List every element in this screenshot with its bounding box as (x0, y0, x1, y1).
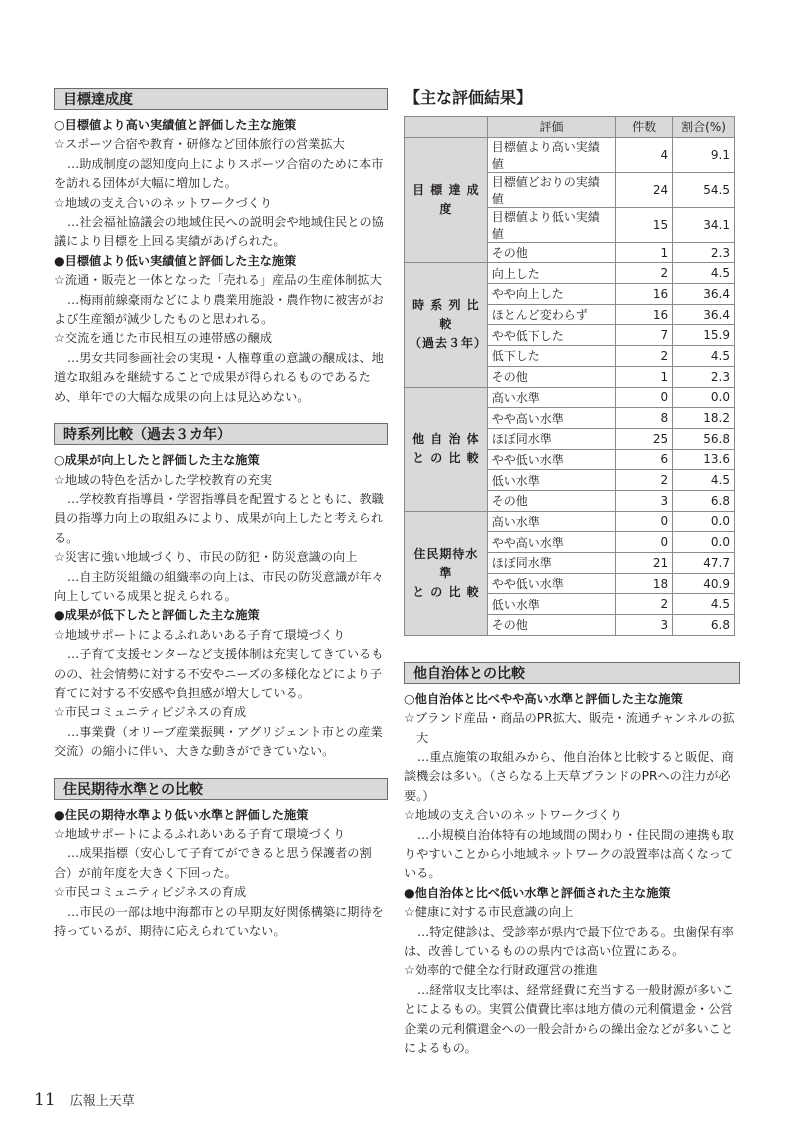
explanation-text: …梅雨前線豪雨などにより農業用施設・農作物に被害がおよび生産額が減少したものと思われる。 (54, 292, 384, 327)
group-label: 目 標 達 成 度 (405, 137, 488, 263)
column-header: 件数 (616, 117, 673, 138)
explanation-text: …学校教育指導員・学習指導員を配置するとともに、教職員の指導力向上の取組みにより、成果が向上したと考えられる。 (54, 491, 384, 545)
count-value: 4 (616, 137, 673, 172)
percent-value: 4.5 (673, 346, 735, 367)
right-column (404, 88, 740, 1058)
section-time-series-body (54, 451, 388, 762)
count-value: 25 (616, 428, 673, 449)
count-value: 0 (616, 511, 673, 532)
measure-item: ☆地域の支え合いのネットワークづくり (404, 808, 623, 823)
rating-label: 低い水準 (487, 470, 615, 491)
percent-value: 4.5 (673, 263, 735, 284)
count-value: 3 (616, 490, 673, 511)
rating-label: 目標値より高い実績値 (487, 137, 615, 172)
explanation-text: …自主防災組織の組織率の向上は、市民の防災意識が年々向上している成果と捉えられる。 (54, 569, 384, 603)
table-row (405, 263, 735, 284)
section-target-achievement (54, 88, 388, 407)
measure-item: ☆効率的で健全な行財政運営の推進 (404, 963, 598, 978)
group-label: 他 自 治 体 と の 比 較 (405, 387, 488, 511)
rating-label: 高い水準 (487, 511, 615, 532)
count-value: 6 (616, 449, 673, 470)
column-header: 割合(%) (673, 117, 735, 138)
rating-label: その他 (487, 490, 615, 511)
measure-item: ☆市民コミュニティビジネスの育成 (54, 885, 247, 900)
measure-item: ☆市民コミュニティビジネスの育成 (54, 705, 247, 720)
rating-label: やや低下した (487, 325, 615, 346)
category-heading: ○成果が向上したと評価した主な施策 (54, 453, 260, 468)
percent-value: 9.1 (673, 137, 735, 172)
category-heading: ○目標値より高い実績値と評価した主な施策 (54, 118, 297, 132)
measure-item: ☆地域サポートによるふれあいある子育て環境づくり (54, 627, 346, 642)
rating-label: 目標値より低い実績値 (487, 207, 615, 242)
count-value: 16 (616, 284, 673, 305)
section-resident-expectation-heading: 住民期待水準との比較 (54, 778, 388, 800)
percent-value: 36.4 (673, 284, 735, 305)
measure-item: ☆交流を通じた市民相互の連帯感の醸成 (54, 331, 273, 346)
rating-label: 低い水準 (487, 594, 615, 615)
explanation-text: …社会福祉協議会の地域住民への説明会や地域住民との協議により目標を上回る実績があげられた。 (54, 215, 384, 249)
rating-label: やや低い水準 (487, 573, 615, 594)
measure-item: ☆健康に対する市民意識の向上 (404, 905, 574, 920)
percent-value: 0.0 (673, 511, 735, 532)
explanation-text: …経常収支比率は、経常経費に充当する一般財源が多いことによるもの。実質公債費比率は地方債の元利償還金・公営企業の元利償還金への一般会計からの繰出金などが多いことによるもの。 (404, 982, 734, 1056)
explanation-text: …小規模自治体特有の地域間の関わり・住民間の連携も取りやすいことから小地域ネットワークの設置率は高くなっている。 (404, 827, 734, 881)
percent-value: 40.9 (673, 573, 735, 594)
column-header: 評価 (487, 117, 615, 138)
count-value: 3 (616, 615, 673, 636)
column-header (405, 117, 488, 138)
percent-value: 0.0 (673, 532, 735, 553)
count-value: 8 (616, 408, 673, 429)
explanation-text: …成果指標（安心して子育てができると思う保護者の割合）が前年度を大きく下回った。 (54, 846, 372, 880)
count-value: 1 (616, 366, 673, 387)
rating-label: 高い水準 (487, 387, 615, 408)
left-column (54, 88, 388, 941)
rating-label: ほぼ同水準 (487, 428, 615, 449)
count-value: 2 (616, 594, 673, 615)
section-resident-expectation-body (54, 806, 388, 942)
rating-label: やや向上した (487, 284, 615, 305)
percent-value: 6.8 (673, 490, 735, 511)
explanation-text: …事業費（オリーブ産業振興・アグリジェント市との産業交流）の縮小に伴い、大きな動きができていない。 (54, 724, 383, 759)
measure-item: ☆ブランド産品・商品のPR拡大、販売・流通チャンネルの拡大 (404, 711, 735, 745)
explanation-text: …子育て支援センターなど支援体制は充実してきているものの、社会情勢に対する不安やニーズの多様化などにより子育てに対する不安感や負担感が増大している。 (54, 647, 384, 700)
table-header-row (405, 117, 735, 138)
percent-value: 18.2 (673, 408, 735, 429)
section-time-series (54, 423, 388, 762)
measure-item: ☆スポーツ合宿や教育・研修など団体旅行の営業拡大 (54, 137, 345, 152)
section-resident-expectation (54, 778, 388, 942)
explanation-text: …市民の一部は地中海都市との早期友好関係構築に期待を持っているが、期待に応えられていない。 (54, 904, 384, 939)
category-heading: ○他自治体と比べやや高い水準と評価した主な施策 (404, 691, 683, 706)
section-target-achievement-heading: 目標達成度 (54, 88, 388, 110)
percent-value: 4.5 (673, 470, 735, 491)
count-value: 7 (616, 325, 673, 346)
results-table (404, 116, 735, 636)
results-title: 【主な評価結果】 (404, 88, 533, 107)
percent-value: 2.3 (673, 242, 735, 263)
count-value: 24 (616, 172, 673, 207)
measure-item: ☆災害に強い地域づくり、市民の防犯・防災意識の向上 (54, 550, 358, 565)
measure-item: ☆流通・販売と一体となった「売れる」産品の生産体制拡大 (54, 273, 382, 288)
rating-label: 向上した (487, 263, 615, 284)
category-heading: ●成果が低下したと評価した主な施策 (54, 608, 260, 623)
group-label: 住民期待水準 と の 比 較 (405, 511, 488, 635)
count-value: 0 (616, 532, 673, 553)
table-row (405, 511, 735, 532)
section-time-series-heading: 時系列比較（過去３カ年） (54, 423, 388, 445)
explanation-text: …特定健診は、受診率が県内で最下位である。虫歯保有率は、改善しているものの県内では高い位置にある。 (404, 924, 734, 959)
rating-label: ほとんど変わらず (487, 304, 615, 325)
count-value: 2 (616, 263, 673, 284)
percent-value: 2.3 (673, 366, 735, 387)
rating-label: やや低い水準 (487, 449, 615, 470)
rating-label: ほぼ同水準 (487, 553, 615, 574)
table-row (405, 137, 735, 172)
rating-label: その他 (487, 366, 615, 387)
percent-value: 4.5 (673, 594, 735, 615)
category-heading: ●目標値より低い実績値と評価した主な施策 (54, 253, 297, 268)
category-heading: ●他自治体と比べ低い水準と評価された主な施策 (404, 885, 671, 900)
count-value: 0 (616, 387, 673, 408)
count-value: 15 (616, 207, 673, 242)
page-footer (34, 1090, 135, 1110)
percent-value: 6.8 (673, 615, 735, 636)
percent-value: 47.7 (673, 553, 735, 574)
count-value: 16 (616, 304, 673, 325)
measure-item: ☆地域の特色を活かした学校教育の充実 (54, 472, 273, 487)
percent-value: 54.5 (673, 172, 735, 207)
rating-label: その他 (487, 242, 615, 263)
count-value: 1 (616, 242, 673, 263)
rating-label: やや高い水準 (487, 408, 615, 429)
rating-label: その他 (487, 615, 615, 636)
measure-item: ☆地域サポートによるふれあいある子育て環境づくり (54, 827, 346, 841)
count-value: 18 (616, 573, 673, 594)
measure-item: ☆地域の支え合いのネットワークづくり (54, 195, 273, 210)
section-other-municipalities-body (404, 690, 740, 1059)
count-value: 21 (616, 553, 673, 574)
percent-value: 36.4 (673, 304, 735, 325)
percent-value: 13.6 (673, 449, 735, 470)
section-target-achievement-body (54, 116, 388, 407)
percent-value: 15.9 (673, 325, 735, 346)
publication-name: 広報上天草 (69, 1094, 135, 1109)
section-other-municipalities-heading: 他自治体との比較 (404, 662, 740, 684)
group-label: 時 系 列 比 較 （過去３年） (405, 263, 488, 387)
category-heading: ●住民の期待水準より低い水準と評価した施策 (54, 807, 309, 822)
page-number: 11 (34, 1090, 56, 1110)
explanation-text: …重点施策の取組みから、他自治体と比較すると販促、商談機会は多い。（さらなる上天草ブランドのPRへの注力が必要。） (404, 749, 734, 803)
rating-label: 目標値どおりの実績値 (487, 172, 615, 207)
count-value: 2 (616, 470, 673, 491)
explanation-text: …男女共同参画社会の実現・人権尊重の意識の醸成は、地道な取組みを継続することで成果が得られるものであるため、単年での大幅な成果の向上は見込めない。 (54, 350, 384, 404)
percent-value: 0.0 (673, 387, 735, 408)
section-other-municipalities (404, 662, 740, 1059)
explanation-text: …助成制度の認知度向上によりスポーツ合宿のために本市を訪れる団体が大幅に増加した。 (54, 156, 384, 191)
count-value: 2 (616, 346, 673, 367)
percent-value: 56.8 (673, 428, 735, 449)
percent-value: 34.1 (673, 207, 735, 242)
table-row (405, 387, 735, 408)
rating-label: やや高い水準 (487, 532, 615, 553)
rating-label: 低下した (487, 346, 615, 367)
